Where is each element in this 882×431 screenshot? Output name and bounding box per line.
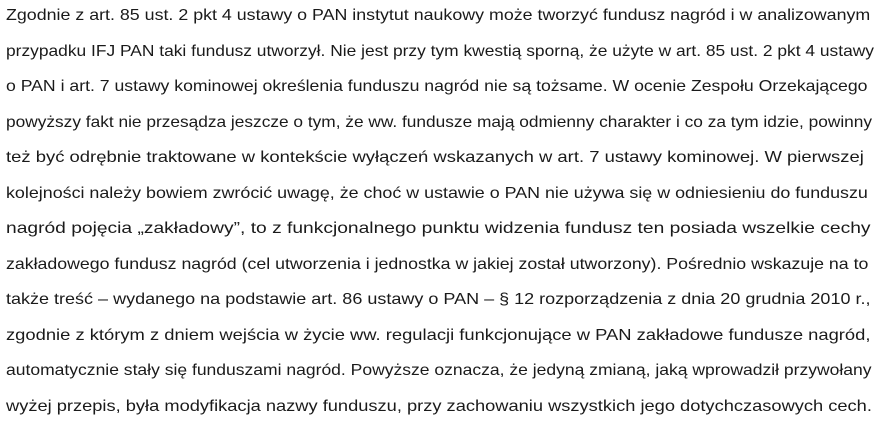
text-line-10: zgodnie z którym z dniem wejścia w życie ww. regulacji funkcjonujące w PAN zakładowe fundusze nagród, [6, 327, 871, 344]
text-line-9: także treść – wydanego na podstawie art. 86 ustawy o PAN – § 12 rozporządzenia z dnia 20 grudnia 2010 r., [6, 291, 871, 308]
text-line-3: o PAN i art. 7 ustawy kominowej określenia funduszu nagród nie są tożsame. W ocenie Zespołu Orzekającego [6, 78, 868, 95]
text-line-11: automatycznie stały się funduszami nagród. Powyższe oznacza, że jedyną zmianą, jaką wprowadził przywołany [6, 362, 872, 379]
text-line-2: przypadku IFJ PAN taki fundusz utworzył. Nie jest przy tym kwestią sporną, że użyte w art. 85 ust. 2 pkt 4 ustawy [6, 43, 874, 60]
text-line-8: zakładowego fundusz nagród (cel utworzenia i jednostka w jakiej został utworzony). Pośrednio wskazuje na to [6, 256, 869, 273]
text-line-12: wyżej przepis, była modyfikacja nazwy funduszu, przy zachowaniu wszystkich jego dotychczasowych cech. [6, 398, 872, 415]
text-line-5: też być odrębnie traktowane w kontekście wyłączeń wskazanych w art. 7 ustawy kominowej. W pierwszej [6, 149, 864, 166]
text-line-7: nagród pojęcia „zakładowy”, to z funkcjonalnego punktu widzenia fundusz ten posiada wszelkie cechy [6, 220, 871, 237]
text-line-6: kolejności należy bowiem zwrócić uwagę, że choć w ustawie o PAN nie używa się w odniesieniu do funduszu [6, 185, 868, 202]
text-line-1: Zgodnie z art. 85 ust. 2 pkt 4 ustawy o PAN instytut naukowy może tworzyć fundusz nagród i w analizowanym [6, 7, 871, 24]
text-line-4: powyższy fakt nie przesądza jeszcze o tym, że ww. fundusze mają odmienny charakter i co za tym idzie, powinny [6, 114, 873, 131]
